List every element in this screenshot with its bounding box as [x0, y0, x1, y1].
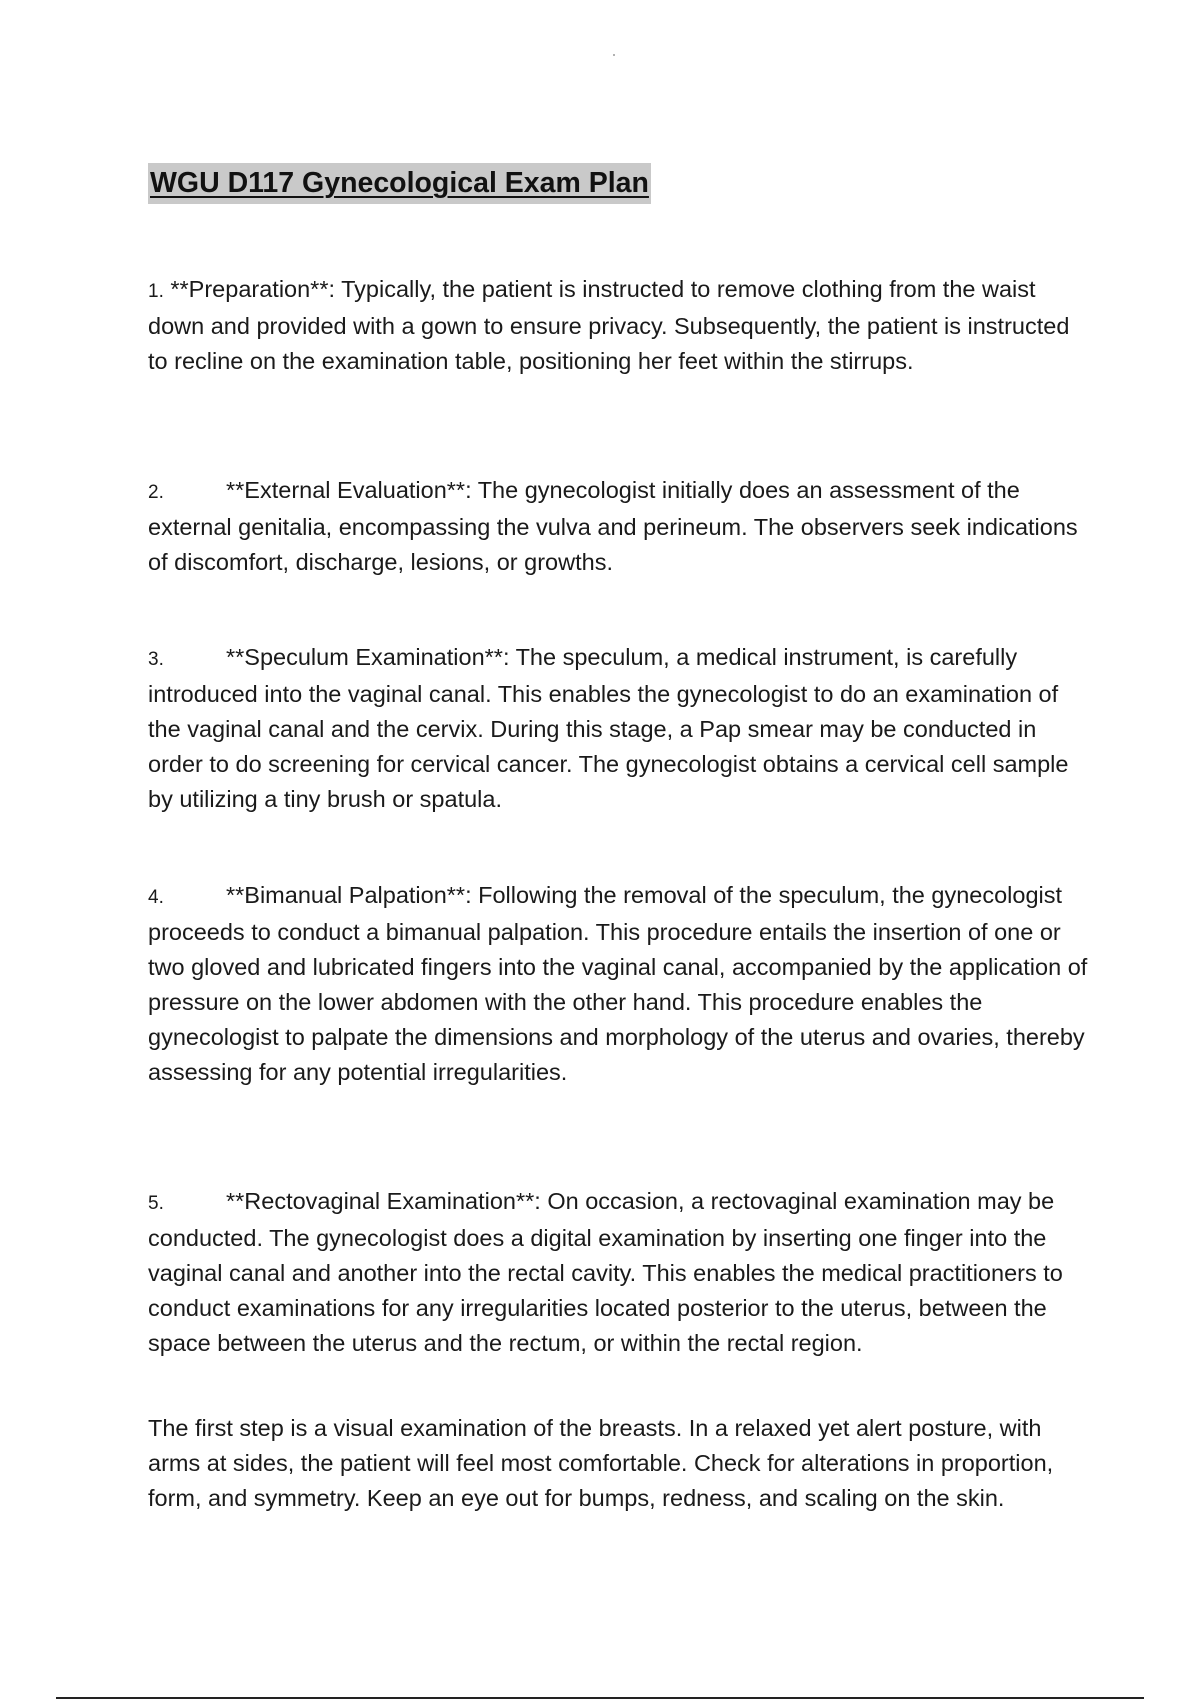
section-text: : The gynecologist initially does an assessment of the external genitalia, encompassing the vulva and perineum. The observers seek indications of discomfort, discharge, lesions, or growths.	[148, 477, 1078, 575]
section-heading: **Bimanual Palpation**	[226, 882, 466, 908]
section-preparation	[148, 272, 1092, 379]
section-rectovaginal-examination	[148, 1184, 1092, 1361]
section-speculum-examination	[148, 640, 1092, 817]
section-heading: **Rectovaginal Examination**	[226, 1188, 535, 1214]
section-text: : The speculum, a medical instrument, is carefully introduced into the vaginal canal. This enables the gynecologist to do an examination of the vaginal canal and the cervix. During this stage, a Pap smear may be conducted in order to do screening for cervical cancer. The gynecologist obtains a cervical cell sample by utilizing a tiny brush or spatula.	[148, 644, 1069, 812]
page-mark	[613, 54, 615, 56]
section-text: : Typically, the patient is instructed to remove clothing from the waist down and provided with a gown to ensure privacy. Subsequently, the patient is instructed to recline on the examination table, positioning her feet within the stirrups.	[148, 276, 1070, 374]
section-number: 2.	[148, 482, 164, 503]
section-heading: **Speculum Examination**	[226, 644, 503, 670]
section-text: : On occasion, a rectovaginal examination may be conducted. The gynecologist does a digital examination by inserting one finger into the vaginal canal and another into the rectal cavity. This enables the medical practitioners to conduct examinations for any irregularities located posterior to the uterus, between the space between the uterus and the rectum, or within the rectal region.	[148, 1188, 1063, 1356]
section-heading: **External Evaluation**	[226, 477, 466, 503]
section-text: : Following the removal of the speculum, the gynecologist proceeds to conduct a bimanual palpation. This procedure entails the insertion of one or two gloved and lubricated fingers into the vaginal canal, accompanied by the application of pressure on the lower abdomen with the other hand. This procedure enables the gynecologist to palpate the dimensions and morphology of the uterus and ovaries, thereby assessing for any potential irregularities.	[148, 882, 1088, 1085]
section-number: 3.	[148, 649, 164, 670]
section-heading: **Preparation**	[170, 276, 329, 302]
section-external-evaluation	[148, 473, 1092, 580]
section-number: 4.	[148, 887, 164, 908]
section-number: 1.	[148, 281, 164, 302]
section-bimanual-palpation	[148, 878, 1092, 1090]
closing-paragraph: The first step is a visual examination of the breasts. In a relaxed yet alert posture, with arms at sides, the patient will feel most comfortable. Check for alterations in proportion, form, and symmetry. Keep an eye out for bumps, redness, and scaling on the skin.	[148, 1415, 1054, 1511]
document-title: WGU D117 Gynecological Exam Plan	[148, 163, 651, 204]
footer-rule	[56, 1697, 1144, 1699]
section-number: 5.	[148, 1193, 164, 1214]
